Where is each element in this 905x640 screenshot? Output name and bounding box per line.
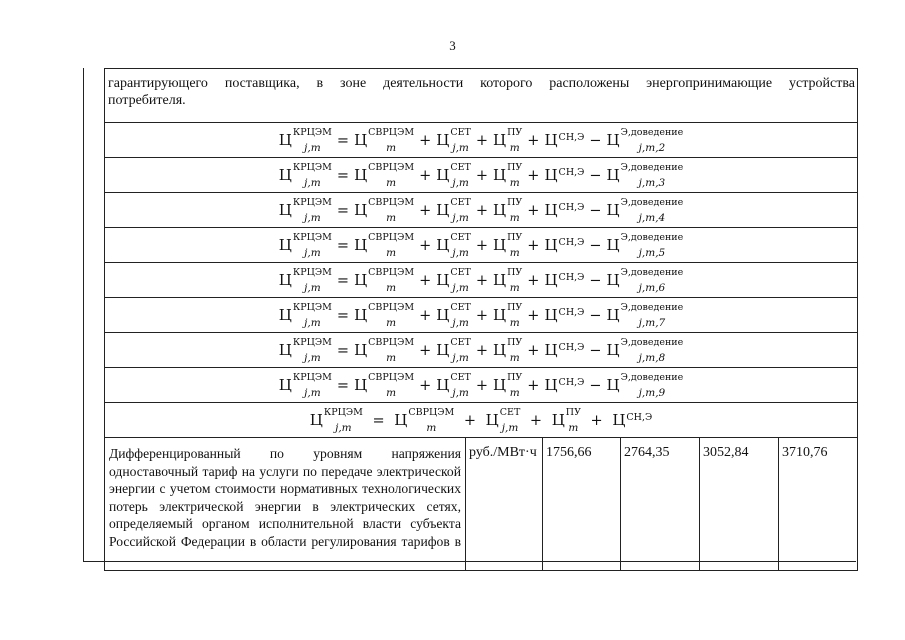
term-svrcem: Ц СВРЦЭМ m bbox=[354, 197, 415, 224]
formula bbox=[278, 337, 684, 364]
term-dovedenie: Ц Э,доведение j,m,2 bbox=[606, 127, 684, 154]
plus-sign: + bbox=[527, 238, 540, 254]
term-pu: Ц ПУ m bbox=[493, 232, 523, 259]
term-sne: Ц СН,Э bbox=[544, 271, 585, 289]
formula bbox=[278, 162, 684, 189]
plus-sign: + bbox=[419, 238, 432, 254]
formula bbox=[278, 127, 684, 154]
minus-sign: − bbox=[589, 203, 602, 219]
formula-cell bbox=[105, 193, 858, 228]
formula-cell bbox=[105, 333, 858, 368]
formula-row bbox=[105, 123, 858, 158]
term-pu: Ц ПУ m bbox=[493, 127, 523, 154]
term-svrcem: Ц СВРЦЭМ m bbox=[354, 127, 415, 154]
plus-sign: + bbox=[475, 378, 489, 394]
plus-sign: + bbox=[419, 308, 432, 324]
plus-sign: + bbox=[527, 343, 540, 359]
term-sne: Ц СН,Э bbox=[544, 341, 585, 359]
term-pu: Ц ПУ m bbox=[493, 337, 523, 364]
minus-sign: − bbox=[589, 308, 602, 324]
intro-text-line2: потребителя. bbox=[108, 93, 186, 108]
lhs-symbol: Ц КРЦЭМ j,m bbox=[309, 407, 363, 434]
plus-sign: + bbox=[527, 378, 540, 394]
equals-sign: = bbox=[336, 133, 350, 149]
lhs-symbol: Ц КРЦЭМ j,m bbox=[278, 232, 332, 259]
formula-base bbox=[309, 407, 653, 434]
plus-sign: + bbox=[475, 273, 489, 289]
equals-sign: = bbox=[336, 203, 350, 219]
equals-sign: = bbox=[336, 308, 350, 324]
formula-cell-base bbox=[105, 403, 858, 438]
term-sne: Ц СН,Э bbox=[612, 411, 653, 429]
term-set: Ц СЕТ j,m bbox=[436, 372, 471, 399]
formula bbox=[278, 372, 684, 399]
equals-sign: = bbox=[372, 413, 385, 429]
tariff-value-4: 3710,76 bbox=[779, 438, 858, 571]
term-svrcem: Ц СВРЦЭМ m bbox=[354, 232, 415, 259]
term-svrcem: Ц СВРЦЭМ m bbox=[354, 267, 415, 294]
term-sne: Ц СН,Э bbox=[544, 306, 585, 324]
term-set: Ц СЕТ j,m bbox=[436, 162, 471, 189]
formula-cell bbox=[105, 368, 858, 403]
term-set: Ц СЕТ j,m bbox=[436, 197, 471, 224]
plus-sign: + bbox=[419, 378, 432, 394]
formula-cell bbox=[105, 228, 858, 263]
formula-row bbox=[105, 228, 858, 263]
term-dovedenie: Ц Э,доведение j,m,3 bbox=[606, 162, 684, 189]
term-dovedenie: Ц Э,доведение j,m,7 bbox=[606, 302, 684, 329]
tariff-description: Дифференцированный по уровням напряжения одноставочный тариф на услуги по передаче электрической энергии с учетом стоимости нормативных технологических потерь электрической энергии в электрических сетях, определяемый органом исполнительной власти субъекта Российской Федерации в области регулирования тарифов в bbox=[105, 438, 466, 571]
lhs-symbol: Ц КРЦЭМ j,m bbox=[278, 372, 332, 399]
formula-cell bbox=[105, 158, 858, 193]
plus-sign: + bbox=[527, 308, 540, 324]
term-set: Ц СЕТ j,m bbox=[436, 267, 471, 294]
term-sne: Ц СН,Э bbox=[544, 376, 585, 394]
plus-sign: + bbox=[419, 273, 432, 289]
lhs-symbol: Ц КРЦЭМ j,m bbox=[278, 162, 332, 189]
lhs-symbol: Ц КРЦЭМ j,m bbox=[278, 197, 332, 224]
term-dovedenie: Ц Э,доведение j,m,8 bbox=[606, 337, 684, 364]
formula-row-base bbox=[105, 403, 858, 438]
term-set: Ц СЕТ j,m bbox=[436, 302, 471, 329]
formula bbox=[278, 232, 684, 259]
minus-sign: − bbox=[589, 273, 602, 289]
lhs-symbol: Ц КРЦЭМ j,m bbox=[278, 302, 332, 329]
lhs-symbol: Ц КРЦЭМ j,m bbox=[278, 127, 332, 154]
equals-sign: = bbox=[336, 343, 350, 359]
plus-sign: + bbox=[419, 203, 432, 219]
plus-sign: + bbox=[590, 413, 603, 429]
intro-text-line1: гарантирующего поставщика, в зоне деятельности которого расположены энергопринимающие устройства bbox=[108, 76, 856, 91]
minus-sign: − bbox=[589, 168, 602, 184]
formula-cell bbox=[105, 123, 858, 158]
tariff-unit: руб./МВт·ч bbox=[466, 438, 543, 571]
plus-sign: + bbox=[419, 168, 432, 184]
page-number: 3 bbox=[449, 38, 456, 53]
plus-sign: + bbox=[527, 133, 540, 149]
term-svrcem: Ц СВРЦЭМ m bbox=[354, 372, 415, 399]
minus-sign: − bbox=[589, 133, 602, 149]
lhs-symbol: Ц КРЦЭМ j,m bbox=[278, 267, 332, 294]
intro-row bbox=[105, 69, 858, 123]
formula-cell bbox=[105, 263, 858, 298]
formula bbox=[278, 267, 684, 294]
term-dovedenie: Ц Э,доведение j,m,4 bbox=[606, 197, 684, 224]
term-sne: Ц СН,Э bbox=[544, 166, 585, 184]
term-dovedenie: Ц Э,доведение j,m,5 bbox=[606, 232, 684, 259]
plus-sign: + bbox=[475, 203, 489, 219]
formula bbox=[278, 302, 684, 329]
formula-row bbox=[105, 158, 858, 193]
formula-row bbox=[105, 263, 858, 298]
term-dovedenie: Ц Э,доведение j,m,6 bbox=[606, 267, 684, 294]
minus-sign: − bbox=[589, 238, 602, 254]
tariff-value-1: 1756,66 bbox=[543, 438, 621, 571]
tariff-value-2: 2764,35 bbox=[621, 438, 700, 571]
term-svrcem: Ц СВРЦЭМ m bbox=[354, 302, 415, 329]
equals-sign: = bbox=[336, 378, 350, 394]
term-set: Ц СЕТ j,m bbox=[436, 337, 471, 364]
term-dovedenie: Ц Э,доведение j,m,9 bbox=[606, 372, 684, 399]
term-pu: Ц ПУ m bbox=[493, 302, 523, 329]
plus-sign: + bbox=[527, 168, 540, 184]
intro-text-cell bbox=[105, 69, 858, 123]
plus-sign: + bbox=[475, 133, 489, 149]
term-pu: Ц ПУ m bbox=[493, 267, 523, 294]
term-sne: Ц СН,Э bbox=[544, 236, 585, 254]
formula-row bbox=[105, 333, 858, 368]
equals-sign: = bbox=[336, 273, 350, 289]
plus-sign: + bbox=[529, 413, 543, 429]
formula bbox=[278, 197, 684, 224]
tariff-value-3: 3052,84 bbox=[700, 438, 779, 571]
formula-row bbox=[105, 368, 858, 403]
plus-sign: + bbox=[527, 273, 540, 289]
plus-sign: + bbox=[419, 343, 432, 359]
plus-sign: + bbox=[475, 308, 489, 324]
plus-sign: + bbox=[475, 238, 489, 254]
term-set: Ц СЕТ j,m bbox=[485, 407, 521, 434]
term-svrcem: Ц СВРЦЭМ m bbox=[394, 407, 455, 434]
term-set: Ц СЕТ j,m bbox=[436, 127, 471, 154]
plus-sign: + bbox=[463, 413, 477, 429]
tariff-table bbox=[104, 68, 858, 571]
plus-sign: + bbox=[475, 168, 489, 184]
plus-sign: + bbox=[527, 203, 540, 219]
term-pu: Ц ПУ m bbox=[493, 162, 523, 189]
plus-sign: + bbox=[419, 133, 432, 149]
equals-sign: = bbox=[336, 238, 350, 254]
term-pu: Ц ПУ m bbox=[493, 372, 523, 399]
term-sne: Ц СН,Э bbox=[544, 131, 585, 149]
formula-cell bbox=[105, 298, 858, 333]
term-pu: Ц ПУ m bbox=[493, 197, 523, 224]
plus-sign: + bbox=[475, 343, 489, 359]
term-set: Ц СЕТ j,m bbox=[436, 232, 471, 259]
tariff-row bbox=[105, 438, 858, 571]
term-sne: Ц СН,Э bbox=[544, 201, 585, 219]
minus-sign: − bbox=[589, 343, 602, 359]
formula-row bbox=[105, 298, 858, 333]
term-pu: Ц ПУ m bbox=[551, 407, 581, 434]
equals-sign: = bbox=[336, 168, 350, 184]
lhs-symbol: Ц КРЦЭМ j,m bbox=[278, 337, 332, 364]
minus-sign: − bbox=[589, 378, 602, 394]
term-svrcem: Ц СВРЦЭМ m bbox=[354, 337, 415, 364]
term-svrcem: Ц СВРЦЭМ m bbox=[354, 162, 415, 189]
formula-row bbox=[105, 193, 858, 228]
